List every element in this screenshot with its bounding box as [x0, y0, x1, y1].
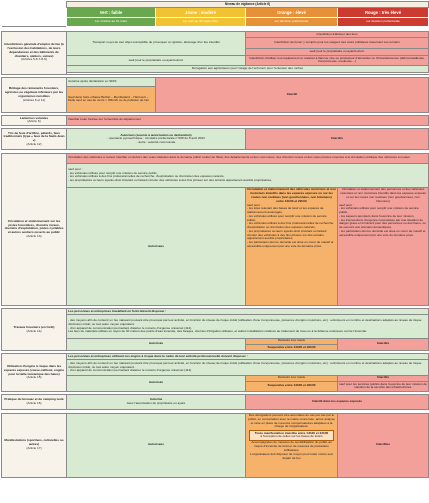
cell-text: - des moyens afin de contenir un feu naissant pouvant être provoqué par leur activité, en fonction du niveau de risque induit (utilisation d'une tronçonneuse, présence d'engins motorisés, etc) : extincteurs en nombre et destinations adaptés au niveau de risque d'éclosion induit, ou tout autre moyen équivalent - d'un appareil de communication permettant d'alerter le numéro d'urgence universel (112). [67, 360, 429, 375]
level-names-row [2, 8, 429, 18]
cell-text: Autorisés [67, 338, 246, 350]
cell-text: Des dérogations peuvent être accordées au cas par cas par le préfet, en concertation avec la mairie concernée, après analyse et mise en place de mesures compensatoires adaptées à la charge de l'organisateur. Toute manifestation interdite entre 14h00 et 22h00 à l'exception de celles sur les bases de loisirs Accompagnées de mesures de sensibilisation du public au risque d'incendie de forêt et de mesures de précaution suffisantes. L'organisateur doit disposer de moyen pour lutter contre tout départ de feu [246, 413, 338, 477]
cell-text: Suspendus entre 14h00 et 22h00 [246, 344, 338, 350]
cell-text: sauf pour : - les véhicules utilisés pour remplir une mission de service public, - les véhicules utilisés à des fins professionnelles de recherche, d'exploitation ou d'entretien des espaces naturels, - les propriétaires ou leurs ayants-droit circulant ou faisant circuler des véhicules à des fins privées sur des terrains appartenant auxdits propriétaires, [67, 163, 429, 187]
cell-text: Interdit dans les espaces exposés [246, 395, 429, 410]
row-label: Tirs de feux d'artifice, pétards, feux traditionnels (type « feux de la Saint-Jean ») (Article 12) [2, 129, 67, 150]
cell-text: sauf pour les services publics dans l'exercice de leur mission de maintien de la sécurité des infrastructures. [338, 381, 429, 391]
vigilance-table [1, 1, 429, 478]
level-periods-row [2, 18, 429, 26]
period-green: 1er octobre au 31 mars [67, 18, 156, 26]
cell-text: Autorisé Avec l'autorisation du propriétaire ou ayant [67, 395, 246, 410]
row-label: Brûlage des rémanents forestiers, agricoles ou végétaux inférieurs par les organismes nuisibles (Articles 6 et 11) [2, 78, 67, 112]
cell-text: Interdiction de fumer y compris pour les usagers des voies publiques traversant ces terrains [246, 38, 429, 49]
cell-text: Circulation et stationnement des personnes et des véhicules motorisés et non motorisés interdits dans les espaces exposés et sur les routes non revêtues (non goudronnées, non bitumées) sauf pour : - les véhicules utilisés pour remplir une mission de service public, - les sapeurs-pompiers dans l'exercice de leur mission, - les interventions d'urgence nécessitées par une situation de danger grave et imminent pour des personnes ou des biens, ou de secours aux animaux domestiques, - les particuliers dont le domicile est situé en cœur de massif et accessible uniquement par une voie du domaine privé. [338, 187, 429, 305]
cell-text: sauf pour le propriétaire ou ayants-droit. [67, 55, 246, 66]
level-yellow: Jaune : modéré [156, 8, 246, 18]
cell-text: Interdit [156, 78, 429, 112]
cell-text: Interdits [338, 375, 429, 381]
cell-text: Autorisées [67, 413, 246, 477]
cell-text: Autorisés (soumis à autorisation ou déclaration) - spectacle pyrotechnique : circulaire préfectorale n°008 du 8 avril 2023 - autre : autorité communale [67, 129, 246, 150]
row-artifices [2, 129, 429, 150]
cell-text: Autorisées [67, 187, 246, 305]
cell-text: Suspendus entre 14h00 et 22h00 [246, 381, 338, 391]
period-orange: sur décision préfectorale [246, 18, 338, 26]
cell-text: - des moyens afin de contenir un feu naissant pouvant être provoqué par leur activité, en fonction du niveau de risque induit (utilisation d'une tronçonneuse, présence d'engins motorisés, etc) : extincteurs en nombre et destinations adaptés au niveau de risque d'éclosion induit, ou tout autre moyen équivalent - d'un appareil de communication permettant d'alerter le numéro d'urgence universel (112). Les feux de matériels utilisés en rayon de 30 mètres des points d'eau incendie, des forages, citernes d'irrigation utilisées, et autres installations relatives au traitement de l'eau ou à la défense extérieure contre l'incendie. [67, 315, 429, 338]
cell-text: Déclarés à la mairie [246, 375, 338, 381]
cell-text: Interdiction d'utiliser tout équipement et matériel à flamme vive ou producteur d'étincelles ou d'incandescence (débroussailleuse, tronçonneuse, meuleuse…) [246, 55, 429, 66]
cell-text: Interdite toute l'année sur l'ensemble du département [67, 115, 429, 125]
cell-text: sauf pour le propriétaire ou ayants-droit. [246, 48, 429, 55]
level-red: Rouge : très élevé [338, 8, 429, 18]
row-emploi-feu [2, 31, 429, 38]
cell-text: Interdiction d'allumer des feux [246, 31, 429, 38]
cell-text: Les personnes et entreprises utilisant ces engins à risque dans le cadre de leur activité professionnelle doivent disposer : [67, 354, 429, 360]
level-orange: Orange : élevé [246, 8, 338, 18]
row-manifestations [2, 413, 429, 477]
row-bivouac [2, 395, 429, 410]
cell-text: Circulation des véhicules à moteur interdite en dehors des voies classées dans le domaine public routier de l'Etat, des départements et des communes, des chemins ruraux et des voies privées ouvertes à la circulation publique des véhicules à moteur [67, 153, 429, 163]
notice-box: Toute manifestation interdite entre 14h00 et 22h00 à l'exception de celles sur les bases de loisirs [249, 430, 334, 441]
row-lanternes [2, 115, 429, 125]
cell-text: Les personnes et entreprises travaillant en forêt doivent disposer : [67, 309, 429, 315]
row-brulage [2, 78, 429, 87]
cell-text: Circulation et stationnement des véhicules motorisés et non motorisés interdits dans les espaces exposés ou sur les routes non revêtues (non goudronnées, non bitumées) entre 14h00 et 22h00 sauf pour : - les sites relevant des bases de loisir et les espaces de stationnement aménagés, - les véhicules utilisés pour remplir une mission de service public, - les véhicules utilisés à des fins professionnelles de recherche, d'exploitation ou d'entretien des espaces naturels, - les propriétaires ou leurs ayants-droit circulant ou faisant circuler des véhicules à des fins privées sur des terrains appartenant auxdits propriétaires, - les particuliers dont le domicile est situé en cœur de massif et accessible uniquement par une voie du domaine privé. [246, 187, 338, 305]
level-green: Vert : faible [67, 8, 156, 18]
vigilance-title: Niveau de vigilance (Article 6) [67, 2, 429, 8]
row-label: Interdictions générale d'emploi du feu (à l'exclusion des habitations, de leurs dépendances et des bâtiments de chantiers, ateliers, usines) (Articles 5-6-7-8-9) [2, 31, 67, 74]
cell-text: Interdites [338, 413, 429, 477]
row-label: Travaux forestiers (en forêt) (Article 14) [2, 309, 67, 351]
row-label: Utilisation d'engins à risque dans les espaces exposés (casse-cailloux, engins pour la taille mécanique des haies) (Article 15) [2, 354, 67, 392]
cell-text: Interdits [246, 129, 429, 150]
cell-text: Sauf dans l'aire urbaine Belfort – Montbéliard – Héricourt – Delle sauf en cas de vents > 30km/h ou de pollution de l'air [67, 87, 156, 112]
period-red: sur décision préfectorale [338, 18, 429, 26]
cell-text: Déclarés à la mairie [246, 338, 338, 344]
row-label: Manifestations (sportives, culturelles ou autres) (Article 17) [2, 413, 67, 477]
row-label: Circulation et stationnement sur les pistes forestières, chemins ruraux, chemins d'exploitation, pistes cyclables et autres sentiers ouverts au public (Article 13) [2, 153, 67, 306]
cell-text: Interdits [338, 338, 429, 350]
row-label: Lanternes volantes (Article 6) [2, 115, 67, 125]
row-label: Pratique du bivouac et du camping isolé (Article 16) [2, 395, 67, 410]
cell-text: Dérogation aux agriculteurs pour l'usage de l'enfumoir pour l'entretien des ruches [67, 66, 429, 73]
period-yellow: 1er avril au 30 septembre [156, 18, 246, 26]
cell-text: Autorisé après déclaration en SDIS [67, 78, 156, 87]
cell-text: Transport ou jet de tout objet susceptible de provoquer un ignition, allumage d'un feu interdits [67, 31, 246, 55]
cell-text: Autorisés [67, 375, 246, 391]
row-circulation [2, 153, 429, 163]
